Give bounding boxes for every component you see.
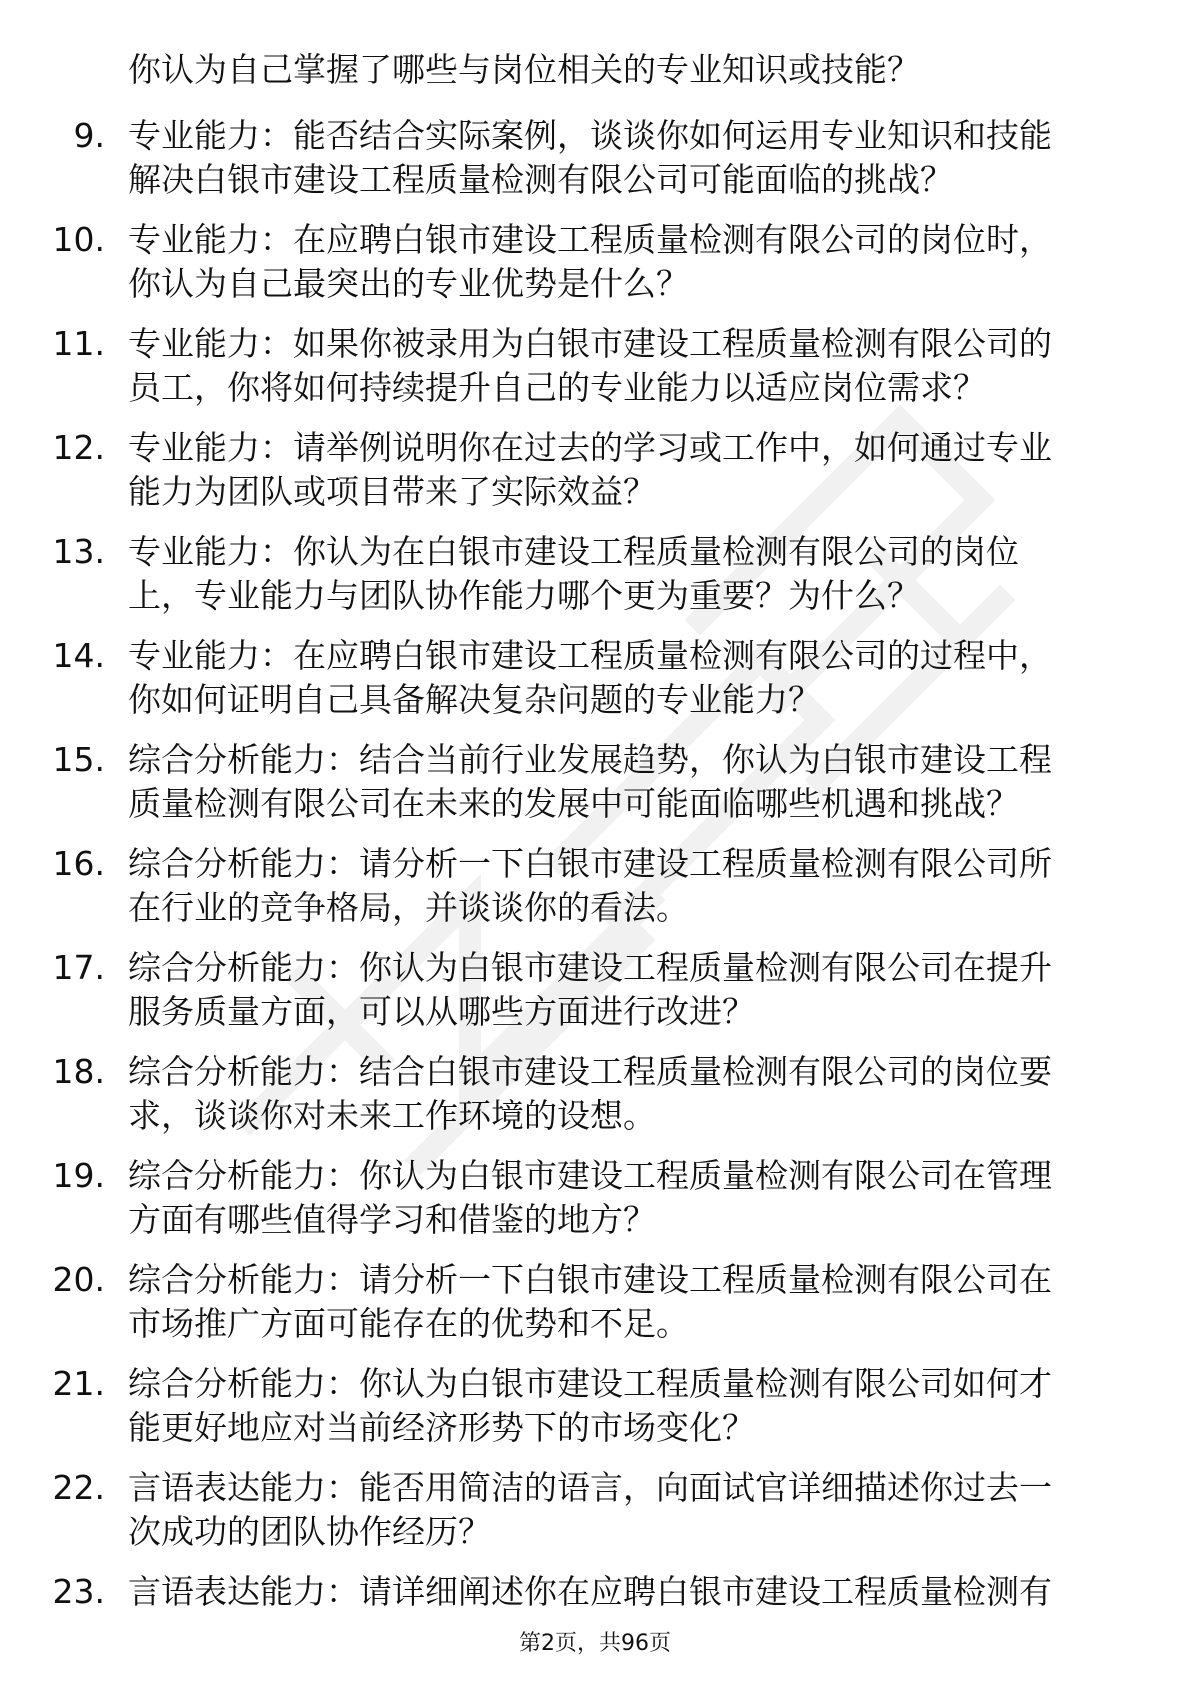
question-text [128, 1050, 1128, 1138]
question-line: 上，专业能力与团队协作能力哪个更为重要？为什么？ [128, 576, 920, 615]
question-text [128, 114, 1128, 202]
question-line: 综合分析能力：结合当前行业发展趋势，你认为白银市建设工程 [128, 740, 1052, 779]
continued-question-line: 你认为自己掌握了哪些与岗位相关的专业知识或技能？ [128, 50, 920, 89]
question-text [128, 1362, 1128, 1450]
question-line: 在行业的竞争格局，并谈谈你的看法。 [128, 888, 689, 927]
question-line: 综合分析能力：请分析一下白银市建设工程质量检测有限公司在 [128, 1260, 1052, 1299]
question-number: 12. [52, 428, 105, 467]
question-line: 综合分析能力：请分析一下白银市建设工程质量检测有限公司所 [128, 844, 1052, 883]
question-item [0, 842, 1190, 946]
question-number: 16. [52, 844, 105, 883]
question-number: 19. [52, 1156, 105, 1195]
question-line: 求，谈谈你对未来工作环境的设想。 [128, 1096, 656, 1135]
question-item [0, 218, 1190, 322]
question-line: 专业能力：在应聘白银市建设工程质量检测有限公司的过程中， [128, 636, 1052, 675]
question-line: 次成功的团队协作经历？ [128, 1512, 491, 1551]
question-text [128, 1154, 1128, 1242]
page-footer: 第2页，共96页 [519, 1631, 671, 1656]
question-number: 17. [52, 948, 105, 987]
question-line: 解决白银市建设工程质量检测有限公司可能面临的挑战？ [128, 160, 953, 199]
question-line: 你如何证明自己具备解决复杂问题的专业能力？ [128, 680, 821, 719]
question-text [128, 218, 1128, 306]
question-number: 14. [52, 636, 105, 675]
question-number: 20. [52, 1260, 105, 1299]
question-list [0, 114, 1190, 1674]
question-item [0, 530, 1190, 634]
question-number: 22. [52, 1468, 105, 1507]
question-item [0, 1154, 1190, 1258]
question-number: 18. [52, 1052, 105, 1091]
question-line: 专业能力：你认为在白银市建设工程质量检测有限公司的岗位 [128, 532, 1019, 571]
question-line: 能力为团队或项目带来了实际效益？ [128, 472, 656, 511]
question-line: 言语表达能力：能否用简洁的语言，向面试官详细描述你过去一 [128, 1468, 1052, 1507]
question-line: 综合分析能力：你认为白银市建设工程质量检测有限公司在提升 [128, 948, 1052, 987]
question-item [0, 1466, 1190, 1570]
question-line: 员工，你将如何持续提升自己的专业能力以适应岗位需求？ [128, 368, 986, 407]
question-line: 专业能力：能否结合实际案例，谈谈你如何运用专业知识和技能 [128, 116, 1052, 155]
question-text [128, 426, 1128, 514]
question-text [128, 322, 1128, 410]
question-text [128, 530, 1128, 618]
question-item [0, 738, 1190, 842]
question-line: 综合分析能力：结合白银市建设工程质量检测有限公司的岗位要 [128, 1052, 1052, 1091]
question-line: 质量检测有限公司在未来的发展中可能面临哪些机遇和挑战？ [128, 784, 1019, 823]
question-item [0, 1258, 1190, 1362]
question-number: 9. [73, 116, 105, 155]
question-text [128, 946, 1128, 1034]
question-line: 市场推广方面可能存在的优势和不足。 [128, 1304, 689, 1343]
question-line: 你认为自己最突出的专业优势是什么？ [128, 264, 689, 303]
question-text [128, 1570, 1128, 1614]
question-text [128, 842, 1128, 930]
question-item [0, 114, 1190, 218]
question-number: 11. [52, 324, 105, 363]
question-text [128, 1466, 1128, 1554]
question-text [128, 738, 1128, 826]
question-line: 言语表达能力：请详细阐述你在应聘白银市建设工程质量检测有 [128, 1572, 1052, 1611]
question-item [0, 946, 1190, 1050]
question-line: 专业能力：在应聘白银市建设工程质量检测有限公司的岗位时， [128, 220, 1052, 259]
question-item [0, 426, 1190, 530]
question-item [0, 1050, 1190, 1154]
question-text [128, 1258, 1128, 1346]
question-item [0, 1362, 1190, 1466]
question-number: 15. [52, 740, 105, 779]
question-number: 23. [52, 1572, 105, 1611]
question-line: 能更好地应对当前经济形势下的市场变化？ [128, 1408, 755, 1447]
question-line: 综合分析能力：你认为白银市建设工程质量检测有限公司在管理 [128, 1156, 1052, 1195]
question-line: 专业能力：如果你被录用为白银市建设工程质量检测有限公司的 [128, 324, 1052, 363]
question-line: 综合分析能力：你认为白银市建设工程质量检测有限公司如何才 [128, 1364, 1052, 1403]
question-item [0, 634, 1190, 738]
question-line: 方面有哪些值得学习和借鉴的地方？ [128, 1200, 656, 1239]
question-text [128, 634, 1128, 722]
question-number: 10. [52, 220, 105, 259]
question-line: 专业能力：请举例说明你在过去的学习或工作中，如何通过专业 [128, 428, 1052, 467]
question-item [0, 322, 1190, 426]
question-number: 13. [52, 532, 105, 571]
question-line: 服务质量方面，可以从哪些方面进行改进？ [128, 992, 755, 1031]
question-number: 21. [52, 1364, 105, 1403]
